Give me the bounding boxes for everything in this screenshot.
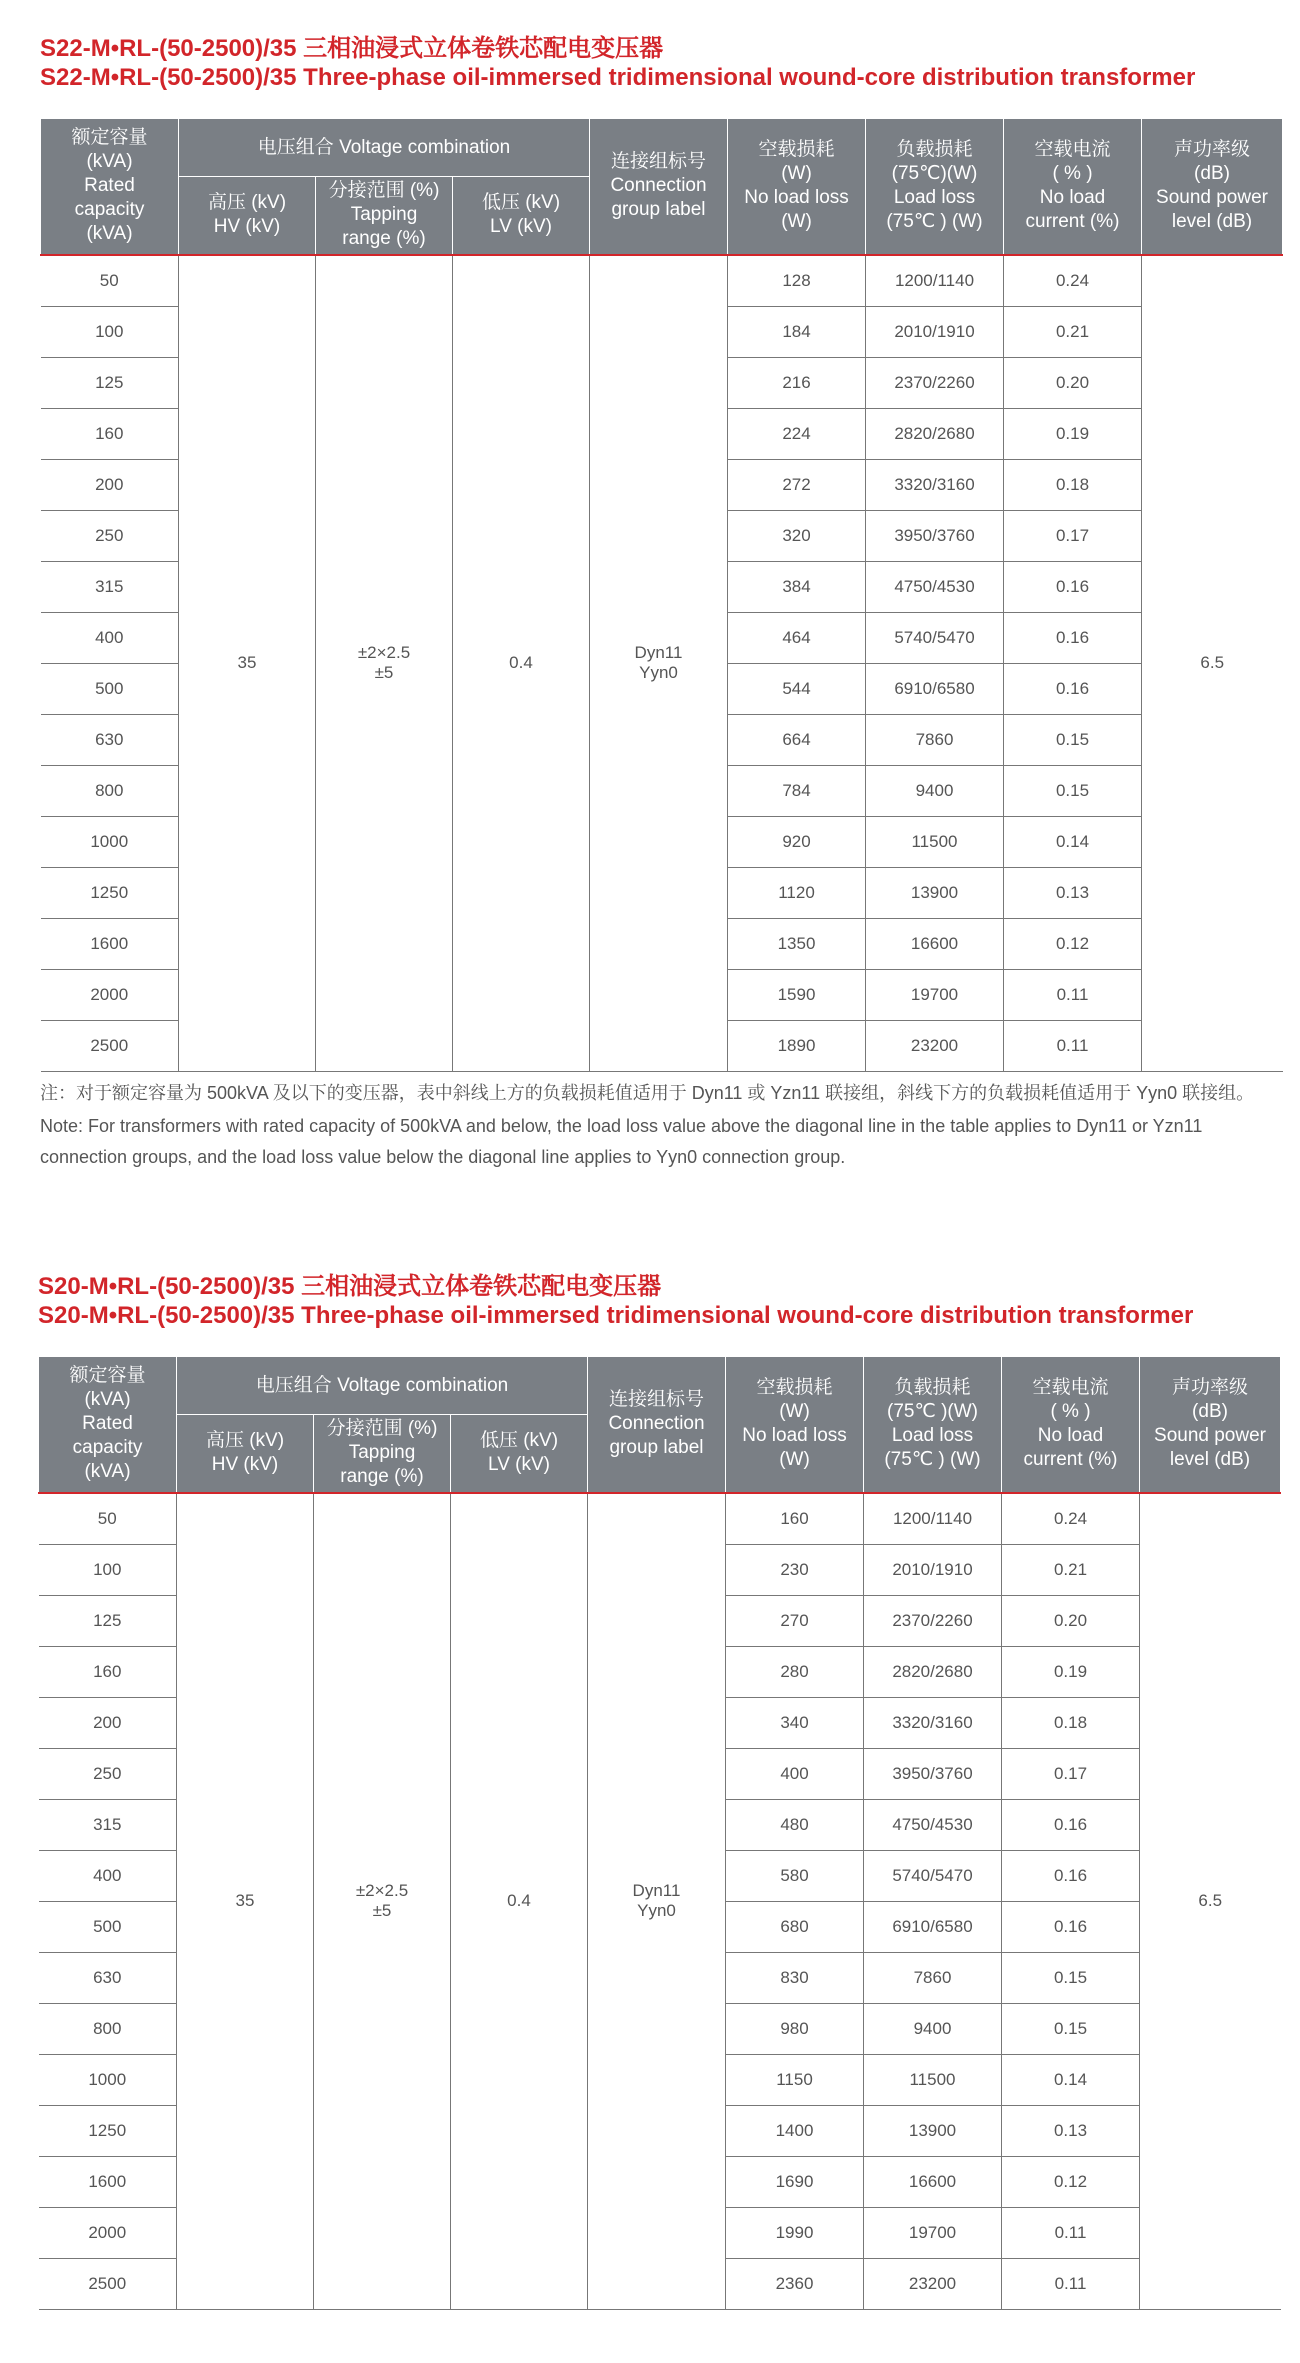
cell-no-load-current: 0.16 <box>1004 663 1142 714</box>
cell-capacity: 315 <box>41 561 179 612</box>
cell-capacity: 1600 <box>39 2156 177 2207</box>
cell-no-load-current: 0.24 <box>1004 255 1142 307</box>
cell-capacity: 2500 <box>39 2258 177 2309</box>
cell-load-loss: 6910/6580 <box>866 663 1004 714</box>
cell-no-load-loss: 580 <box>726 1850 864 1901</box>
cell-no-load-current: 0.20 <box>1004 357 1142 408</box>
cell-capacity: 500 <box>41 663 179 714</box>
cell-no-load-loss: 272 <box>728 459 866 510</box>
cell-no-load-loss: 1120 <box>728 867 866 918</box>
cell-no-load-loss: 384 <box>728 561 866 612</box>
cell-capacity: 100 <box>41 306 179 357</box>
cell-tapping: ±2×2.5 ±5 <box>314 1493 451 2310</box>
header-connection-group: 连接组标号 Connection group label <box>588 1357 726 1493</box>
cell-capacity: 800 <box>39 2003 177 2054</box>
cell-capacity: 50 <box>39 1493 177 1545</box>
table-row <box>41 255 1283 307</box>
cell-no-load-loss: 224 <box>728 408 866 459</box>
header-sound-power: 声功率级 (dB) Sound power level (dB) <box>1140 1357 1281 1493</box>
cell-load-loss: 23200 <box>864 2258 1002 2309</box>
cell-no-load-loss: 680 <box>726 1901 864 1952</box>
cell-no-load-current: 0.16 <box>1002 1850 1140 1901</box>
cell-no-load-current: 0.24 <box>1002 1493 1140 1545</box>
header-capacity: 额定容量 (kVA) Rated capacity (kVA) <box>39 1357 177 1493</box>
header-connection-group: 连接组标号 Connection group label <box>590 119 728 255</box>
header-no-load-loss: 空载损耗 (W) No load loss (W) <box>726 1357 864 1493</box>
cell-lv: 0.4 <box>451 1493 588 2310</box>
cell-capacity: 1600 <box>41 918 179 969</box>
note-en: Note: For transformers with rated capacity of 500kVA and below, the load loss value above the diagonal line in the table applies to Dyn11 or Yzn11 connection groups, and the load loss value below the diagonal line applies to Yyn0 connection group. <box>40 1115 1203 1167</box>
cell-capacity: 2000 <box>39 2207 177 2258</box>
cell-capacity: 250 <box>39 1748 177 1799</box>
cell-no-load-current: 0.21 <box>1002 1544 1140 1595</box>
section-title-cn: S20-M•RL-(50-2500)/35 三相油浸式立体卷铁芯配电变压器 <box>38 1273 662 1300</box>
cell-load-loss: 1200/1140 <box>866 255 1004 307</box>
spec-section-s20 <box>38 1272 1280 2310</box>
cell-no-load-current: 0.21 <box>1004 306 1142 357</box>
cell-no-load-current: 0.11 <box>1004 1020 1142 1071</box>
cell-load-loss: 13900 <box>866 867 1004 918</box>
cell-no-load-loss: 184 <box>728 306 866 357</box>
header-capacity: 额定容量 (kVA) Rated capacity (kVA) <box>41 119 179 255</box>
cell-load-loss: 7860 <box>866 714 1004 765</box>
cell-capacity: 1250 <box>39 2105 177 2156</box>
cell-no-load-current: 0.17 <box>1002 1748 1140 1799</box>
table-row <box>39 1493 1281 1545</box>
cell-lv: 0.4 <box>453 255 590 1072</box>
cell-load-loss: 2010/1910 <box>866 306 1004 357</box>
cell-no-load-loss: 340 <box>726 1697 864 1748</box>
section-title-en: S22-M•RL-(50-2500)/35 Three-phase oil-immersed tridimensional wound-core distribution transformer <box>40 64 1196 91</box>
note-cn: 注：对于额定容量为 500kVA 及以下的变压器，表中斜线上方的负载损耗值适用于 Dyn11 或 Yzn11 联接组，斜线下方的负载损耗值适用于 Yyn0 联接组。 <box>40 1082 1255 1103</box>
cell-load-loss: 3320/3160 <box>864 1697 1002 1748</box>
cell-no-load-loss: 1590 <box>728 969 866 1020</box>
cell-no-load-current: 0.15 <box>1004 714 1142 765</box>
cell-no-load-current: 0.16 <box>1004 612 1142 663</box>
cell-load-loss: 11500 <box>866 816 1004 867</box>
header-no-load-current: 空载电流 ( % ) No load current (%) <box>1002 1357 1140 1493</box>
header-load-loss: 负载损耗 (75℃ )(W) Load loss (75℃ ) (W) <box>864 1357 1002 1493</box>
cell-load-loss: 1200/1140 <box>864 1493 1002 1545</box>
cell-load-loss: 16600 <box>866 918 1004 969</box>
cell-no-load-current: 0.14 <box>1004 816 1142 867</box>
cell-capacity: 2500 <box>41 1020 179 1071</box>
cell-load-loss: 2010/1910 <box>864 1544 1002 1595</box>
cell-load-loss: 19700 <box>866 969 1004 1020</box>
cell-no-load-current: 0.18 <box>1002 1697 1140 1748</box>
cell-no-load-loss: 128 <box>728 255 866 307</box>
spec-table-s20 <box>38 1356 1281 2310</box>
cell-no-load-loss: 920 <box>728 816 866 867</box>
cell-no-load-loss: 1150 <box>726 2054 864 2105</box>
cell-load-loss: 5740/5470 <box>864 1850 1002 1901</box>
cell-no-load-loss: 1690 <box>726 2156 864 2207</box>
cell-sound-power: 6.5 <box>1140 1493 1281 2310</box>
cell-hv: 35 <box>177 1493 314 2310</box>
cell-no-load-loss: 1400 <box>726 2105 864 2156</box>
cell-no-load-current: 0.11 <box>1002 2258 1140 2309</box>
cell-no-load-current: 0.16 <box>1004 561 1142 612</box>
cell-capacity: 315 <box>39 1799 177 1850</box>
cell-capacity: 630 <box>39 1952 177 2003</box>
cell-load-loss: 16600 <box>864 2156 1002 2207</box>
cell-no-load-loss: 1350 <box>728 918 866 969</box>
cell-no-load-loss: 400 <box>726 1748 864 1799</box>
cell-load-loss: 3950/3760 <box>864 1748 1002 1799</box>
header-no-load-loss: 空载损耗 (W) No load loss (W) <box>728 119 866 255</box>
cell-capacity: 630 <box>41 714 179 765</box>
cell-no-load-loss: 464 <box>728 612 866 663</box>
cell-no-load-loss: 280 <box>726 1646 864 1697</box>
cell-no-load-loss: 230 <box>726 1544 864 1595</box>
spec-section-s22 <box>40 34 1282 1173</box>
cell-capacity: 800 <box>41 765 179 816</box>
cell-load-loss: 9400 <box>864 2003 1002 2054</box>
cell-no-load-loss: 480 <box>726 1799 864 1850</box>
cell-capacity: 50 <box>41 255 179 307</box>
header-hv: 高压 (kV) HV (kV) <box>177 1415 314 1493</box>
cell-capacity: 400 <box>41 612 179 663</box>
header-voltage-combination: 电压组合 Voltage combination <box>177 1357 588 1415</box>
header-tapping: 分接范围 (%) Tapping range (%) <box>316 177 453 255</box>
cell-load-loss: 2370/2260 <box>864 1595 1002 1646</box>
cell-no-load-current: 0.19 <box>1002 1646 1140 1697</box>
cell-load-loss: 23200 <box>866 1020 1004 1071</box>
cell-load-loss: 2370/2260 <box>866 357 1004 408</box>
spec-table-body <box>41 255 1283 1072</box>
cell-load-loss: 9400 <box>866 765 1004 816</box>
cell-load-loss: 3950/3760 <box>866 510 1004 561</box>
header-lv: 低压 (kV) LV (kV) <box>453 177 590 255</box>
spec-table-body <box>39 1493 1281 2310</box>
header-sound-power: 声功率级 (dB) Sound power level (dB) <box>1142 119 1283 255</box>
cell-no-load-loss: 160 <box>726 1493 864 1545</box>
cell-no-load-loss: 980 <box>726 2003 864 2054</box>
cell-load-loss: 2820/2680 <box>866 408 1004 459</box>
header-no-load-current: 空载电流 ( % ) No load current (%) <box>1004 119 1142 255</box>
cell-load-loss: 19700 <box>864 2207 1002 2258</box>
cell-no-load-loss: 216 <box>728 357 866 408</box>
cell-connection-group: Dyn11 Yyn0 <box>590 255 728 1072</box>
cell-load-loss: 13900 <box>864 2105 1002 2156</box>
cell-no-load-current: 0.17 <box>1004 510 1142 561</box>
cell-no-load-current: 0.13 <box>1002 2105 1140 2156</box>
cell-no-load-loss: 544 <box>728 663 866 714</box>
cell-capacity: 1000 <box>41 816 179 867</box>
cell-no-load-current: 0.11 <box>1004 969 1142 1020</box>
header-lv: 低压 (kV) LV (kV) <box>451 1415 588 1493</box>
cell-no-load-loss: 1890 <box>728 1020 866 1071</box>
cell-no-load-current: 0.16 <box>1002 1901 1140 1952</box>
cell-no-load-loss: 1990 <box>726 2207 864 2258</box>
cell-capacity: 250 <box>41 510 179 561</box>
cell-capacity: 500 <box>39 1901 177 1952</box>
cell-no-load-loss: 830 <box>726 1952 864 2003</box>
section-title-cn: S22-M•RL-(50-2500)/35 三相油浸式立体卷铁芯配电变压器 <box>40 35 664 62</box>
section-title-en: S20-M•RL-(50-2500)/35 Three-phase oil-immersed tridimensional wound-core distribution transformer <box>38 1302 1194 1329</box>
cell-sound-power: 6.5 <box>1142 255 1283 1072</box>
cell-capacity: 400 <box>39 1850 177 1901</box>
cell-hv: 35 <box>179 255 316 1072</box>
cell-capacity: 1000 <box>39 2054 177 2105</box>
cell-no-load-loss: 664 <box>728 714 866 765</box>
cell-capacity: 160 <box>39 1646 177 1697</box>
spec-table-s22 <box>40 118 1283 1072</box>
cell-capacity: 200 <box>39 1697 177 1748</box>
cell-load-loss: 7860 <box>864 1952 1002 2003</box>
cell-no-load-current: 0.11 <box>1002 2207 1140 2258</box>
cell-tapping: ±2×2.5 ±5 <box>316 255 453 1072</box>
cell-no-load-loss: 784 <box>728 765 866 816</box>
cell-no-load-current: 0.13 <box>1004 867 1142 918</box>
cell-no-load-loss: 320 <box>728 510 866 561</box>
cell-capacity: 160 <box>41 408 179 459</box>
cell-no-load-current: 0.16 <box>1002 1799 1140 1850</box>
cell-no-load-loss: 270 <box>726 1595 864 1646</box>
cell-no-load-current: 0.15 <box>1004 765 1142 816</box>
cell-no-load-current: 0.19 <box>1004 408 1142 459</box>
cell-no-load-current: 0.15 <box>1002 2003 1140 2054</box>
cell-capacity: 125 <box>39 1595 177 1646</box>
header-load-loss: 负载损耗 (75℃)(W) Load loss (75℃ ) (W) <box>866 119 1004 255</box>
cell-load-loss: 3320/3160 <box>866 459 1004 510</box>
cell-load-loss: 5740/5470 <box>866 612 1004 663</box>
cell-load-loss: 6910/6580 <box>864 1901 1002 1952</box>
cell-load-loss: 4750/4530 <box>866 561 1004 612</box>
cell-connection-group: Dyn11 Yyn0 <box>588 1493 726 2310</box>
cell-capacity: 200 <box>41 459 179 510</box>
cell-capacity: 100 <box>39 1544 177 1595</box>
cell-load-loss: 11500 <box>864 2054 1002 2105</box>
header-hv: 高压 (kV) HV (kV) <box>179 177 316 255</box>
cell-no-load-current: 0.18 <box>1004 459 1142 510</box>
cell-load-loss: 4750/4530 <box>864 1799 1002 1850</box>
cell-no-load-loss: 2360 <box>726 2258 864 2309</box>
header-tapping: 分接范围 (%) Tapping range (%) <box>314 1415 451 1493</box>
cell-no-load-current: 0.15 <box>1002 1952 1140 2003</box>
cell-no-load-current: 0.12 <box>1002 2156 1140 2207</box>
cell-capacity: 125 <box>41 357 179 408</box>
header-voltage-combination: 电压组合 Voltage combination <box>179 119 590 177</box>
cell-no-load-current: 0.14 <box>1002 2054 1140 2105</box>
cell-capacity: 1250 <box>41 867 179 918</box>
cell-capacity: 2000 <box>41 969 179 1020</box>
cell-no-load-current: 0.20 <box>1002 1595 1140 1646</box>
cell-load-loss: 2820/2680 <box>864 1646 1002 1697</box>
cell-no-load-current: 0.12 <box>1004 918 1142 969</box>
